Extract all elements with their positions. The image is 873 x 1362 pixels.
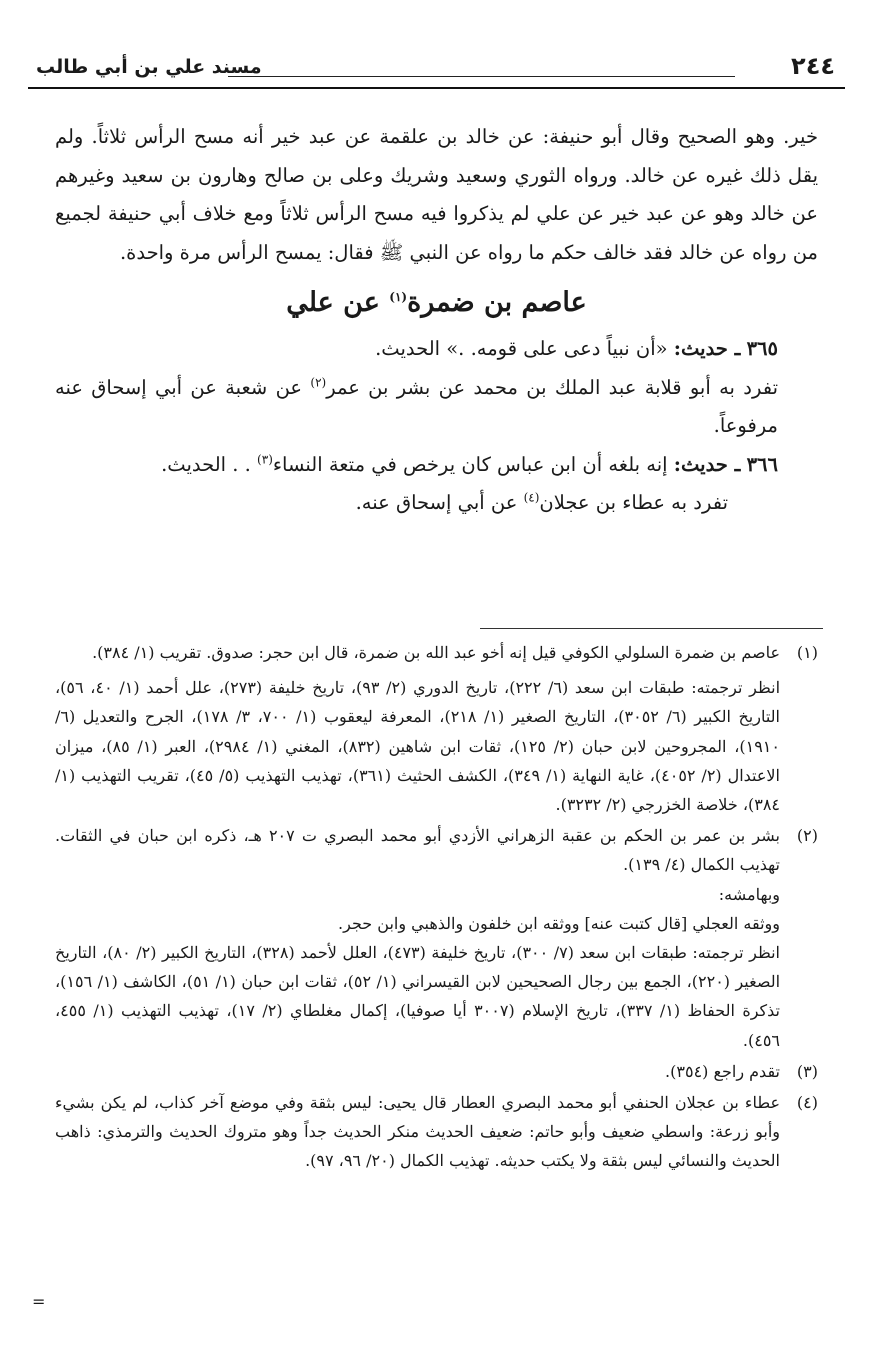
hadith-366-note	[55, 484, 818, 523]
footnote-line: انظر ترجمته: طبقات ابن سعد (٧/ ٣٠٠)، تاريخ خليفة (٤٧٣)، العلل لأحمد (٣٢٨)، التاريخ الكبير (٢/ ٨٠)، التاريخ الصغير (٢٢٠)، الجمع بين رجال الصحيحين لابن القيسراني (١/ ٥٢)، ثقات ابن حبان (١/ ٥١)، الكاشف (١/ ١٥٦)، تذكرة الحفاظ (١/ ٣٣٧)، تاريخ الإسلام (٣٠٠٧ أيا صوفيا)، إكمال مغلطاي (٢/ ١٧)، تهذيب التهذيب (١/ ٤٥٥، ٤٥٦).	[55, 943, 781, 1050]
footnote-1	[55, 638, 818, 819]
footnote-ref-1[interactable]: (١)	[389, 290, 408, 304]
footnote-number: (٤)	[796, 1093, 818, 1113]
hadith-label: ـ حديث:	[673, 452, 741, 476]
hadith-number: ٣٦٥	[746, 337, 778, 360]
hadith-text: إنه بلغه أن ابن عباس كان يرخص في متعة النساء	[272, 452, 668, 476]
footnote-ref-3[interactable]: (٣)	[257, 452, 273, 466]
footnotes	[55, 638, 818, 1178]
footnote-line: تقدم راجع (٣٥٤).	[665, 1061, 780, 1081]
footnote-line: ووثقه العجلي [قال كتبت عنه] ووثقه ابن خلفون والذهبي وابن حجر.	[338, 913, 780, 933]
note-text: تفرد به عطاء بن عجلان	[539, 491, 728, 514]
hadith-text: «أن نبياً دعى على قومه. .» الحديث.	[375, 337, 668, 360]
page-number: ٢٤٤	[791, 52, 835, 80]
header-divider	[28, 87, 845, 89]
hadith-number: ٣٦٦	[746, 452, 778, 476]
footnote-2	[55, 821, 818, 1055]
opening-paragraph: خير. وهو الصحيح وقال أبو حنيفة: عن خالد بن علقمة عن عبد خير أنه مسح الرأس ثلاثاً. ولم يقل ذلك غيره عن خالد. ورواه الثوري وسعيد وشريك وعلى بن صالح وهارون بن سعيد وغيرهم عن خالد وهو عن عبد خير عن علي لم يذكروا فيه مسح الرأس ثلاثاً ومع خلاف أبي حنيفة لجميع من رواه عن خالد فقد خالف حكم ما رواه عن النبي ﷺ فقال: يمسح الرأس مرة واحدة.	[55, 125, 818, 264]
footnote-ref-4[interactable]: (٤)	[523, 490, 540, 505]
edge-mark: =	[32, 1292, 46, 1311]
hadith-366	[55, 446, 818, 485]
section-heading	[55, 278, 818, 328]
hadith-tail: . . الحديث.	[161, 452, 251, 476]
note-text: تفرد به أبو قلابة عبد الملك بن محمد عن بشر بن عمر	[326, 375, 779, 399]
main-text	[55, 118, 818, 523]
footnote-ref-2[interactable]: (٢)	[310, 375, 327, 389]
hadith-365	[55, 330, 818, 369]
footnote-4	[55, 1088, 818, 1176]
page-header	[28, 50, 845, 88]
header-rule	[228, 76, 735, 77]
hadith-label: ـ حديث:	[673, 337, 741, 360]
running-title: مسند علي بن أبي طالب	[36, 56, 262, 78]
section-heading-name: عاصم بن ضمرة	[407, 287, 587, 318]
note-text: عن شعبة عن أبي إسحاق عنه مرفوعاً.	[55, 375, 778, 437]
footnote-number: (١)	[796, 643, 818, 662]
hadith-365-note	[55, 369, 818, 446]
note-text: عن أبي إسحاق عنه.	[355, 491, 518, 514]
footnote-number: (٣)	[796, 1061, 818, 1081]
footnote-line: عطاء بن عجلان الحنفي أبو محمد البصري العطار قال يحيى: ليس بثقة وفي موضع آخر كذاب، لم يكن بشيء وأبو زرعة: واسطي ضعيف وأبو حاتم: ضعيف الحديث منكر الحديث جداً وهو متروك الحديث والترمذي: ذاهب الحديث والنسائي ليس بثقة ولا يكتب حديثه. تهذيب الكمال (٢٠/ ٩٦، ٩٧).	[55, 1093, 781, 1171]
footnote-line: بشر بن عمر بن الحكم بن عقبة الزهراني الأزدي أبو محمد البصري ت ٢٠٧ هـ، ذكره ابن حبان في الثقات. تهذيب الكمال (٤/ ١٣٩).	[55, 826, 780, 875]
footnote-line: عاصم بن ضمرة السلولي الكوفي قيل إنه أخو عبد الله بن ضمرة، قال ابن حجر: صدوق. تقريب (١/ ٣٨٤).	[92, 643, 780, 662]
footnote-line: انظر ترجمته: طبقات ابن سعد (٦/ ٢٢٢)، تاريخ الدوري (٢/ ٩٣)، تاريخ خليفة (٢٧٣)، علل أحمد (١/ ٤٠، ٥٦)، التاريخ الكبير (٦/ ٣٠٥٢)، التاريخ الصغير (١/ ٢١٨)، المعرفة ليعقوب (١/ ٧٠٠، ٣/ ١٧٨)، الجرح والتعديل (٦/ ١٩١٠)، المجروحين لابن حبان (٢/ ١٢٥)، ثقات ابن شاهين (٨٣٢)، المغني (١/ ٢٩٨٤)، العبر (١/ ٨٥)، ميزان الاعتدال (٢/ ٤٠٥٢)، غاية النهاية (١/ ٣٤٩)، الكشف الحثيث (٣٦١)، تهذيب التهذيب (٥/ ٤٥)، تقريب التهذيب (١/ ٣٨٤)، خلاصة الخزرجي (٢/ ٣٢٣٢).	[55, 678, 781, 815]
footnote-3	[55, 1057, 818, 1086]
footnote-line: وبهامشه:	[718, 884, 780, 904]
section-heading-tail: عن علي	[286, 287, 380, 318]
footnote-separator	[480, 628, 823, 629]
footnote-number: (٢)	[796, 826, 818, 846]
